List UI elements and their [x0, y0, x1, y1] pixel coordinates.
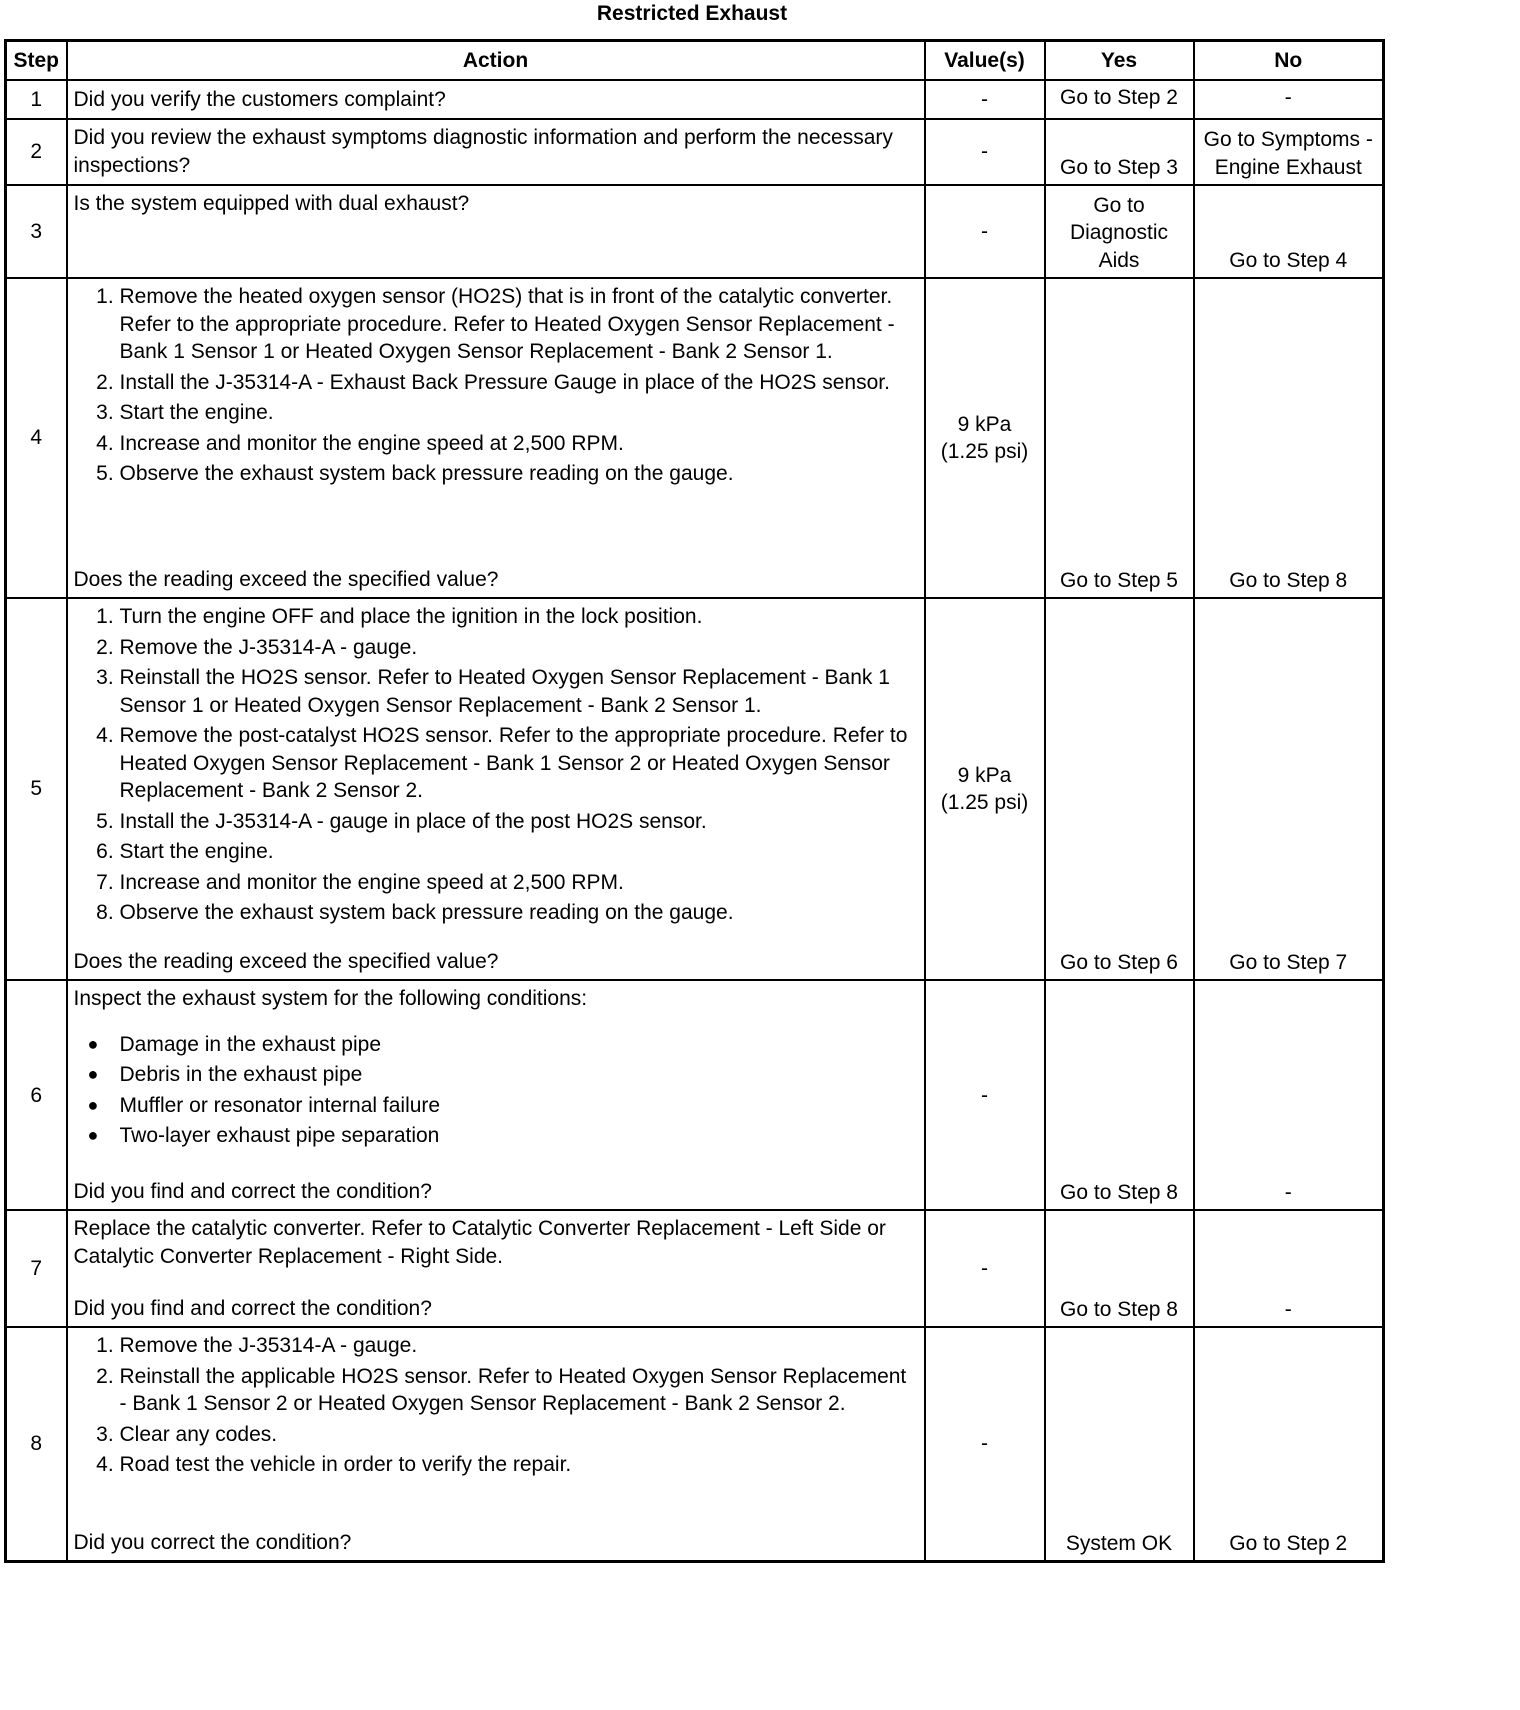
- procedure-item: 3. Clear any codes.: [120, 1421, 918, 1449]
- procedure-item: 1. Remove the heated oxygen sensor (HO2S) that is in front of the catalytic converter. Refer to the appropriate procedure. Refer to Heated Oxygen Sensor Replacement - Bank 1 Sensor 1 or Heated Oxygen Sensor Replacement - Bank 2 Sensor 1.: [120, 283, 918, 366]
- step-number: 8: [6, 1327, 67, 1561]
- header-yes: Yes: [1045, 41, 1194, 81]
- question-text: Does the reading exceed the specified value?: [73, 949, 499, 973]
- table-header-row: [6, 41, 1384, 81]
- no-cell: -: [1194, 80, 1384, 119]
- table-row: [6, 80, 1384, 119]
- value-cell: -: [925, 119, 1045, 185]
- table-row: [6, 185, 1384, 278]
- condition-item: ● Two-layer exhaust pipe separation: [120, 1122, 918, 1150]
- table-row: [6, 278, 1384, 598]
- yes-cell: Go to Step 3: [1045, 119, 1194, 185]
- procedure-item: 4. Remove the post-catalyst HO2S sensor. Refer to the appropriate procedure. Refer to Heated Oxygen Sensor Replacement - Bank 1 Sensor 2 or Heated Oxygen Sensor Replacement - Bank 2 Sensor 2.: [120, 722, 918, 805]
- value-cell: -: [925, 1210, 1045, 1327]
- header-step: Step: [6, 41, 67, 81]
- procedure-item: 5. Observe the exhaust system back pressure reading on the gauge.: [120, 460, 918, 488]
- procedure-list: [74, 603, 918, 930]
- page-title: Restricted Exhaust: [596, 2, 788, 25]
- table-row: [6, 119, 1384, 185]
- table-row: [6, 598, 1384, 980]
- procedure-item: 2. Remove the J-35314-A - gauge.: [120, 634, 918, 662]
- condition-item: ● Muffler or resonator internal failure: [120, 1092, 918, 1120]
- step-number: 6: [6, 980, 67, 1210]
- yes-cell: Go to Step 6: [1045, 598, 1194, 980]
- value-kpa: 9 kPa: [957, 412, 1012, 436]
- step-number: 5: [6, 598, 67, 980]
- procedure-item: 2. Install the J-35314-A - Exhaust Back Pressure Gauge in place of the HO2S sensor.: [120, 369, 918, 397]
- intro-text: Replace the catalytic converter. Refer to Catalytic Converter Replacement - Left Side or Catalytic Converter Replacement - Right Side.: [73, 1217, 886, 1268]
- action-cell: [67, 980, 925, 1210]
- procedure-item: 1. Remove the J-35314-A - gauge.: [120, 1332, 918, 1360]
- value-kpa: 9 kPa: [957, 763, 1012, 787]
- header-values: Value(s): [925, 41, 1045, 81]
- header-action: Action: [67, 41, 925, 81]
- yes-cell: Go to Step 8: [1045, 1210, 1194, 1327]
- procedure-item: 2. Reinstall the applicable HO2S sensor. Refer to Heated Oxygen Sensor Replacement - Bank 1 Sensor 2 or Heated Oxygen Sensor Replacement - Bank 2 Sensor 2.: [120, 1363, 918, 1418]
- step-number: 1: [6, 80, 67, 119]
- question-text: Did you find and correct the condition?: [73, 1179, 432, 1203]
- step-number: 2: [6, 119, 67, 185]
- action-text: Did you review the exhaust symptoms diagnostic information and perform the necessary inspections?: [67, 119, 925, 185]
- question-text: Did you correct the condition?: [73, 1530, 352, 1554]
- question-text: Did you find and correct the condition?: [73, 1296, 432, 1320]
- no-cell: -: [1194, 1210, 1384, 1327]
- no-cell: Go to Symptoms - Engine Exhaust: [1194, 119, 1384, 185]
- table-row: [6, 1327, 1384, 1561]
- procedure-item: 3. Reinstall the HO2S sensor. Refer to Heated Oxygen Sensor Replacement - Bank 1 Sensor 1 or Heated Oxygen Sensor Replacement - Bank 2 Sensor 1.: [120, 664, 918, 719]
- no-cell: Go to Step 4: [1194, 185, 1384, 278]
- procedure-item: 3. Start the engine.: [120, 399, 918, 427]
- procedure-item: 8. Observe the exhaust system back pressure reading on the gauge.: [120, 899, 918, 927]
- step-number: 7: [6, 1210, 67, 1327]
- procedure-list: [74, 1332, 918, 1482]
- condition-list: [74, 1031, 918, 1150]
- procedure-item: 6. Start the engine.: [120, 838, 918, 866]
- table-row: [6, 1210, 1384, 1327]
- procedure-item: 4. Road test the vehicle in order to verify the repair.: [120, 1451, 918, 1479]
- yes-cell: Go to Step 2: [1045, 80, 1194, 119]
- yes-cell: System OK: [1045, 1327, 1194, 1561]
- no-cell: Go to Step 8: [1194, 278, 1384, 598]
- step-number: 4: [6, 278, 67, 598]
- value-cell: [925, 278, 1045, 598]
- condition-item: ● Damage in the exhaust pipe: [120, 1031, 918, 1059]
- value-psi: (1.25 psi): [940, 791, 1029, 815]
- step-number: 3: [6, 185, 67, 278]
- action-cell: [67, 598, 925, 980]
- question-text: Does the reading exceed the specified value?: [73, 567, 499, 591]
- header-no: No: [1194, 41, 1384, 81]
- yes-cell: Go to Step 5: [1045, 278, 1194, 598]
- value-cell: -: [925, 980, 1045, 1210]
- procedure-item: 7. Increase and monitor the engine speed at 2,500 RPM.: [120, 869, 918, 897]
- value-psi: (1.25 psi): [940, 440, 1029, 464]
- table-row: [6, 980, 1384, 1210]
- diagnostic-table: [4, 39, 1385, 1563]
- action-text: Did you verify the customers complaint?: [67, 80, 925, 119]
- yes-cell: Go to Step 8: [1045, 980, 1194, 1210]
- condition-item: ● Debris in the exhaust pipe: [120, 1061, 918, 1089]
- intro-text: Inspect the exhaust system for the following conditions:: [73, 987, 588, 1011]
- procedure-item: 1. Turn the engine OFF and place the ignition in the lock position.: [120, 603, 918, 631]
- no-cell: Go to Step 7: [1194, 598, 1384, 980]
- value-cell: -: [925, 1327, 1045, 1561]
- value-cell: [925, 598, 1045, 980]
- action-text: Is the system equipped with dual exhaust?: [67, 185, 925, 278]
- no-cell: -: [1194, 980, 1384, 1210]
- action-cell: [67, 1210, 925, 1327]
- value-cell: -: [925, 80, 1045, 119]
- action-cell: [67, 278, 925, 598]
- value-cell: -: [925, 185, 1045, 278]
- yes-cell: Go to Diagnostic Aids: [1045, 185, 1194, 278]
- no-cell: Go to Step 2: [1194, 1327, 1384, 1561]
- procedure-list: [74, 283, 918, 491]
- procedure-item: 5. Install the J-35314-A - gauge in place of the post HO2S sensor.: [120, 808, 918, 836]
- action-cell: [67, 1327, 925, 1561]
- procedure-item: 4. Increase and monitor the engine speed at 2,500 RPM.: [120, 430, 918, 458]
